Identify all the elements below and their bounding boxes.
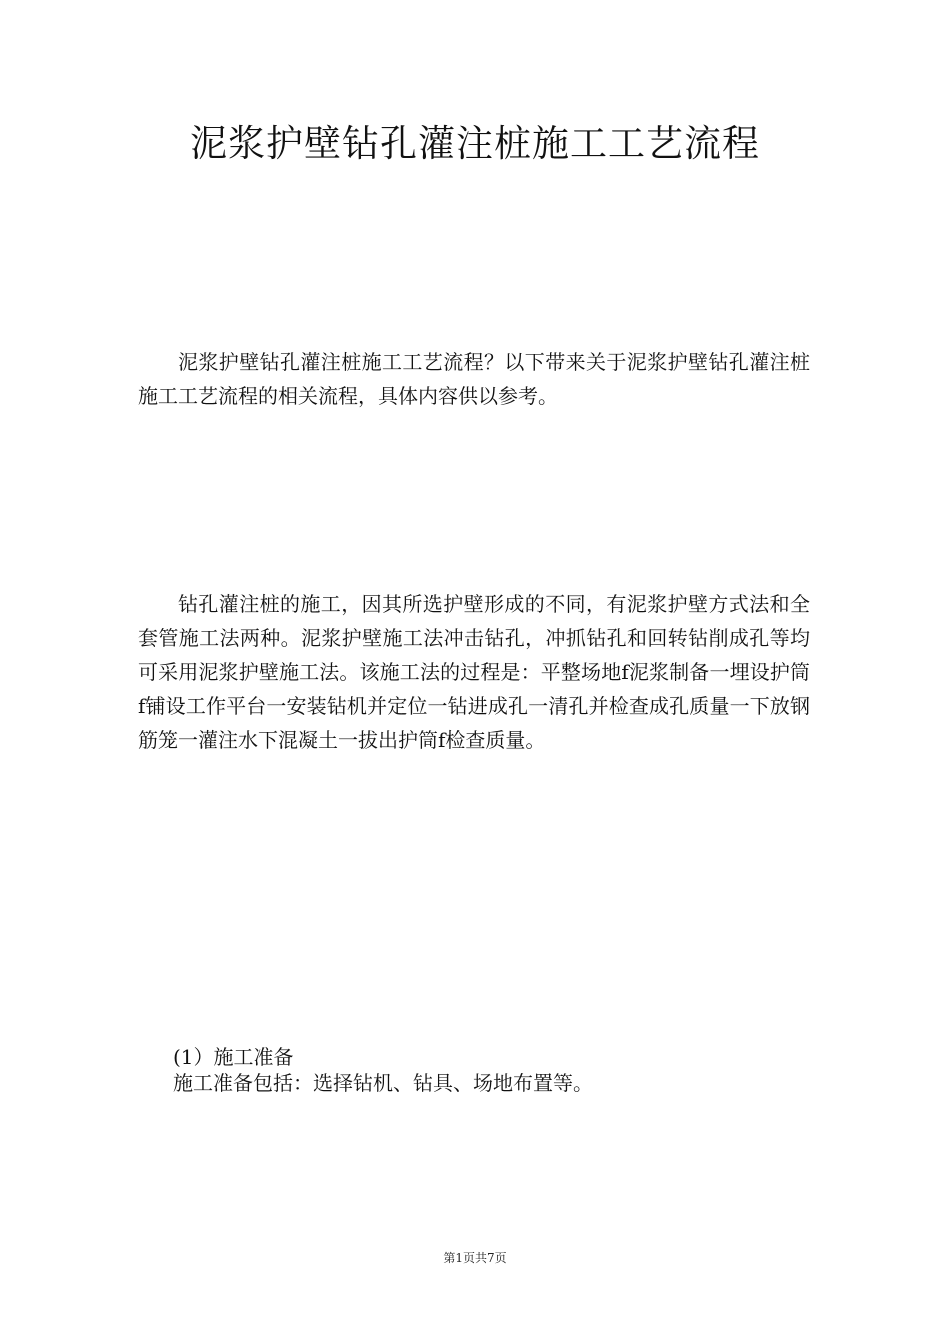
page-number-footer: 第1页共7页 [443,1251,507,1265]
body-paragraph: 钻孔灌注桩的施工，因其所选护壁形成的不同，有泥浆护壁方式法和全套管施工法两种。泥浆护壁施工法冲击钻孔，冲抓钻孔和回转钻削成孔等均可采用泥浆护壁施工法。该施工法的过程是：平整场地f泥浆制备一埋设护筒f铺设工作平台一安装钻机并定位一钻进成孔一清孔并检查成孔质量一下放钢筋笼一灌注水下混凝土一拔出护筒f检查质量。 [138,592,810,752]
document-title: 泥浆护壁钻孔灌注桩施工工艺流程 [190,122,760,165]
section-body: 施工准备包括：选择钻机、钻具、场地布置等。 [173,1071,593,1095]
section-heading: (1）施工准备 [173,1045,294,1069]
intro-paragraph: 泥浆护壁钻孔灌注桩施工工艺流程？以下带来关于泥浆护壁钻孔灌注桩施工工艺流程的相关流程，具体内容供以参考。 [138,350,810,408]
